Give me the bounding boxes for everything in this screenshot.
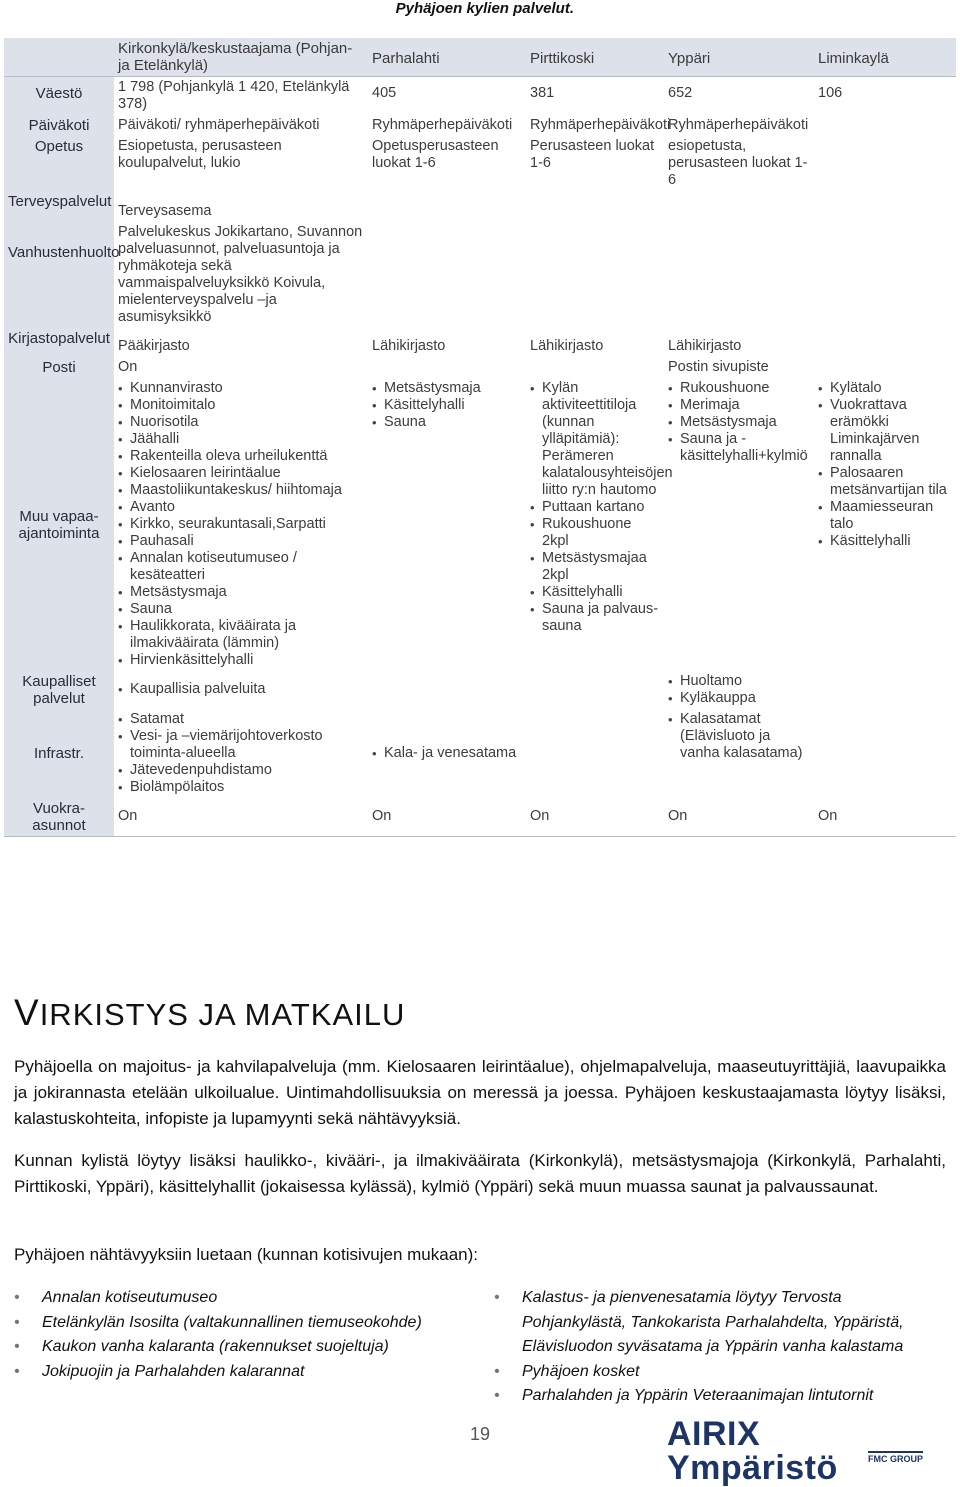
logo-subtext: FMC GROUP [868,1451,923,1464]
list-item: • Vuokrattava erämökki Liminkajärven rannalla [818,397,952,465]
table-cell: Lähikirjasto [668,338,742,354]
paragraph-villages: Kunnan kylistä löytyy lisäksi haulikko-, kivääri-, ja ilmakivääirata (Kirkonkylä), metsästysmajoja (Kirkonkylä, Parhalahti, Pirttikoski, Yppäri), käsittelyhallit (jokaisessa kylässä), kylmiö (Yppäri) sekä muun muassa saunat ja palvaussaunat. [14,1151,946,1196]
sight-item: • Annalan kotiseutumuseo [14,1286,474,1311]
table-cell [368,378,526,671]
paragraph-accommodation: Pyhäjoella on majoitus- ja kahvilapalveluja (mm. Kielosaaren leirintäalue), ohjelmapalveluja, maaseutuyrittäjiä, laavupaikka ja jokirannasta etelään ulkoilualue. Uintimahdollisuuksia on meressä ja joessa. Pyhäjoen keskustaajamasta löytyy lisäksi, kalastuskohteita, infopiste ja lupamyynti sekä nähtävyyksiä. [14,1057,946,1128]
bullet-list [668,711,810,762]
sights-list-right [494,1286,946,1409]
row-label: Kirjastopalvelut [4,328,114,357]
sight-item: • Pyhäjoen kosket [494,1360,946,1385]
bullet-list [818,380,952,550]
table-cell: Palvelukeskus Jokikartano, Suvannon palveluasunnot, palveluasuntoja ja ryhmäkoteja sekä vammaispalveluyksikkö Koivula, mielenterveyspalvelu –ja asumisyksikkö [118,224,363,325]
table-cell-empty [814,709,956,798]
table-cell [814,357,956,378]
table-row [4,136,956,191]
table-cell: Ryhmäperhepäiväkoti [372,117,513,133]
sight-item: • Kalastus- ja pienvenesatamia löytyy Tervosta Pohjankylästä, Tankokarista Parhalahdelta, Yppäristä, Elävisluodon syväsatama ja Yppärin vanha kalastama [494,1286,946,1360]
table-cell: 652 [668,85,693,101]
table-cell [814,115,956,136]
list-item: • Satamat [118,711,364,728]
list-item: • Biolämpölaitos [118,779,364,796]
col-kirkonkyla: Kirkonkylä/keskustaajama (Pohjan- ja Etelänkylä) [114,38,368,77]
table-cell: Päiväkoti/ ryhmäperhepäiväkoti [118,117,320,133]
bullet-list [530,380,673,635]
bullet-list [118,380,364,669]
row-label: Kaupalliset palvelut [4,671,114,709]
village-services-table [4,38,956,837]
bullet-list [668,673,810,707]
table-cell: Ryhmäperhepäiväkoti [668,117,809,133]
list-item: • Kala- ja venesatama [372,745,522,762]
list-item: • Kylän aktiviteettitiloja (kunnan ylläpitämiä): Perämeren kalatalousyhteisöjen liitto ry:n hautomo [530,380,660,499]
table-row [4,798,956,837]
company-logo [667,1415,937,1487]
table-cell-empty [368,222,956,328]
list-item: • Käsittelyhalli [818,533,952,550]
page-header-title: Pyhäjoen kylien palvelut. [395,0,574,17]
table-cell [814,378,956,671]
row-label: Infrastr. [4,709,114,798]
sight-item: • Etelänkylän Isosilta (valtakunnallinen tiemuseokohde) [14,1311,474,1336]
table-cell [114,671,368,709]
table-row [4,328,956,357]
list-item: • Kalasatamat (Elävisluoto ja vanha kalasatama) [668,711,810,762]
paragraph-sights-intro: Pyhäjoen nähtävyyksiin luetaan (kunnan kotisivujen mukaan): [14,1245,478,1264]
row-label: Muu vapaa-ajantoiminta [4,378,114,671]
bullet-list [118,711,364,796]
row-label: Opetus [4,136,114,191]
table-cell: On [114,798,368,837]
section-title-rest: IRKISTYS JA MATKAILU [39,997,406,1032]
table-row [4,709,956,798]
row-label: Väestö [4,77,114,116]
list-item: • Käsittelyhalli [530,584,660,601]
bullet-list [118,681,364,698]
table-cell: esiopetusta, perusasteen luokat 1-6 [668,138,808,188]
list-item: • Nuorisotila [118,414,364,431]
bullet-list [372,745,522,762]
table-cell-empty [368,671,526,709]
list-item: • Kunnanvirasto [118,380,364,397]
sights-list-left [14,1286,474,1384]
list-item: • Kielosaaren leirintäalue [118,465,364,482]
list-item: • Huoltamo [668,673,810,690]
table-cell: Pääkirjasto [118,338,190,354]
table-row [4,357,956,378]
table-cell-empty [368,191,956,222]
table-cell: 405 [372,85,397,101]
table-row [4,222,956,328]
list-item: • Haulikkorata, kivääirata ja ilmakivääirata (lämmin) [118,618,364,652]
table-header-row [4,38,956,77]
list-item: • Metsästysmaja [668,414,810,431]
col-ypperi: Yppäri [664,38,814,77]
table-cell [664,709,814,798]
table-cell: Postin sivupiste [668,359,769,375]
logo-text: AIRIX Ympäristö [667,1415,838,1487]
row-label: Vanhustenhuolto [4,222,114,328]
list-item: • Sauna ja palvaus-sauna [530,601,660,635]
table-row [4,115,956,136]
list-item: • Käsittelyhalli [372,397,522,414]
table-cell: On [814,798,956,837]
table-cell: On [368,798,526,837]
list-item: • Merimaja [668,397,810,414]
list-item: • Metsästysmaja [118,584,364,601]
header-corner [4,38,114,77]
list-item: • Monitoimitalo [118,397,364,414]
list-item: • Maamiesseuran talo [818,499,952,533]
row-label: Päiväkoti [4,115,114,136]
table-cell: 106 [818,85,843,101]
table-cell: Terveysasema [118,203,212,219]
table-row [4,191,956,222]
list-item: • Rukoushuone [668,380,810,397]
table-cell [664,378,814,671]
list-item: • Sauna ja - käsittelyhalli+kylmiö [668,431,810,465]
col-liminka: Liminkaylä [814,38,956,77]
table-cell: Ryhmäperhepäiväkoti [530,117,671,133]
list-item: • Vesi- ja –viemärijohtoverkosto toiminta-alueella [118,728,364,762]
table-cell: 381 [530,85,555,101]
table-cell [114,709,368,798]
section-title [14,992,405,1034]
sight-item: • Jokipuojin ja Parhalahden kalarannat [14,1360,474,1385]
table-cell: On [664,798,814,837]
table-row [4,77,956,116]
table-cell [814,136,956,191]
col-pirttikoski: Pirttikoski [526,38,664,77]
table-cell-empty [814,671,956,709]
table-cell: 1 798 (Pohjankylä 1 420, Etelänkylä 378) [118,79,350,112]
table-cell-empty [526,671,664,709]
table-row [4,671,956,709]
list-item: • Pauhasali [118,533,364,550]
list-item: • Annalan kotiseutumuseo / kesäteatteri [118,550,364,584]
table-cell: On [526,798,664,837]
table-cell-empty [526,709,664,798]
bullet-list [668,380,810,465]
list-item: • Kaupallisia palveluita [118,681,364,698]
list-item: • Hirvienkäsittelyhalli [118,652,364,669]
list-item: • Metsästysmajaa 2kpl [530,550,660,584]
table-cell [114,378,368,671]
list-item: • Sauna [372,414,522,431]
list-item: • Avanto [118,499,364,516]
list-item: • Kylätalo [818,380,952,397]
table-cell: Perusasteen luokat 1-6 [530,138,655,171]
list-item: • Sauna [118,601,364,618]
row-label: Terveyspalvelut [4,191,114,222]
table-cell [814,328,956,357]
list-item: • Kyläkauppa [668,690,810,707]
list-item: • Metsästysmaja [372,380,522,397]
section-title-initial: V [14,992,40,1033]
list-item: • Puttaan kartano [530,499,660,516]
row-label: Posti [4,357,114,378]
table-cell: Esiopetusta, perusasteen koulupalvelut, lukio [118,138,282,171]
list-item: • Rakenteilla oleva urheilukenttä [118,448,364,465]
table-cell [664,671,814,709]
bullet-list [372,380,522,431]
list-item: • Palosaaren metsänvartijan tila [818,465,952,499]
list-item: • Maastoliikuntakeskus/ hiihtomaja [118,482,364,499]
table-cell [526,357,664,378]
table-cell [368,357,526,378]
page-number: 19 [470,1424,491,1444]
list-item: • Jäähalli [118,431,364,448]
row-label: Vuokra-asunnot [4,798,114,837]
col-parhalahti: Parhalahti [368,38,526,77]
list-item: • Jätevedenpuhdistamo [118,762,364,779]
table-cell [526,378,673,671]
sight-item: • Kaukon vanha kalaranta (rakennukset suojeltuja) [14,1335,474,1360]
sight-item: • Parhalahden ja Yppärin Veteraanimajan lintutornit [494,1384,946,1409]
table-cell: Lähikirjasto [530,338,604,354]
table-cell [368,709,526,798]
table-cell: Lähikirjasto [372,338,446,354]
table-cell: On [118,359,138,375]
list-item: • Kirkko, seurakuntasali,Sarpatti [118,516,364,533]
table-cell: Opetusperusasteen luokat 1-6 [372,138,499,171]
list-item: • Rukoushuone 2kpl [530,516,660,550]
table-row [4,378,956,671]
